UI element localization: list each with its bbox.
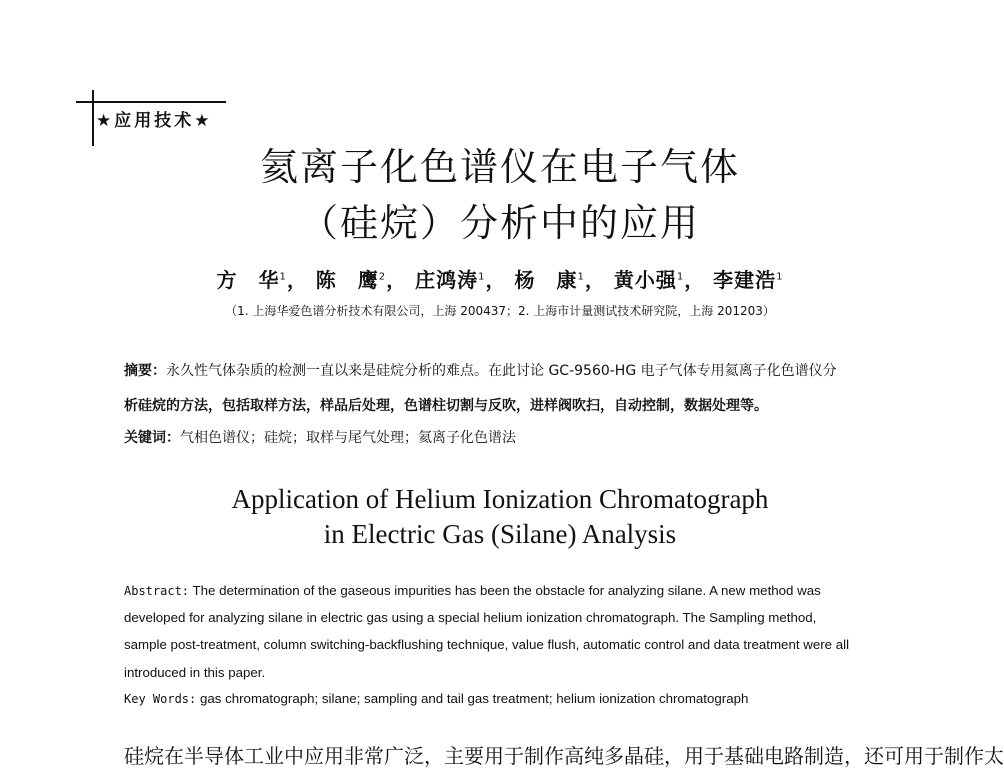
chinese-title-line-2: （硅烷）分析中的应用 bbox=[299, 201, 700, 245]
english-abstract-line-1 bbox=[124, 582, 884, 600]
author-separator: ， bbox=[485, 268, 507, 292]
author bbox=[415, 268, 506, 292]
english-title-line-1: Application of Helium Ionization Chromatograph bbox=[231, 484, 769, 514]
chinese-keywords-label: 关键词： bbox=[124, 430, 180, 446]
english-abstract-line-2: developed for analyzing silane in electric gas using a special helium ionization chromatograph. The Sampling method, bbox=[124, 610, 817, 625]
chinese-abstract-line-1 bbox=[124, 361, 884, 381]
english-abstract-line-4: introduced in this paper. bbox=[124, 665, 266, 680]
english-abstract-label: Abstract: bbox=[124, 584, 190, 598]
author bbox=[614, 268, 705, 292]
author-separator: ， bbox=[684, 268, 706, 292]
author bbox=[316, 268, 407, 292]
author-affil-mark: 1 bbox=[478, 271, 486, 283]
chinese-abstract-text: 永久性气体杂质的检测一直以来是硅烷分析的难点。在此讨论 GC-9560-HG 电子气体专用氦离子化色谱仪分 bbox=[166, 363, 837, 379]
chinese-keywords bbox=[124, 428, 884, 448]
chinese-abstract-line-2: 析硅烷的方法，包括取样方法，样品后处理，色谱柱切割与反吹，进样阀吹扫，自动控制，数据处理等。 bbox=[124, 398, 768, 414]
column-tag-horizontal-rule bbox=[76, 101, 226, 103]
author-name: 庄鸿涛 bbox=[415, 268, 479, 292]
author-name: 杨 康 bbox=[514, 268, 578, 292]
chinese-keywords-text: 气相色谱仪；硅烷；取样与尾气处理；氦离子化色谱法 bbox=[180, 430, 516, 446]
author-name: 黄小强 bbox=[613, 268, 677, 292]
author-separator: ， bbox=[386, 268, 408, 292]
chinese-abstract-label: 摘要： bbox=[124, 363, 166, 379]
english-keywords bbox=[124, 690, 884, 708]
english-keywords-label: Key Words: bbox=[124, 692, 197, 706]
author-affil-mark: 1 bbox=[776, 271, 784, 283]
author-affil-mark: 1 bbox=[279, 271, 287, 283]
author-separator: ， bbox=[286, 268, 308, 292]
author-affil-mark: 2 bbox=[378, 271, 387, 283]
author-name: 陈 鹰 bbox=[315, 268, 379, 292]
author bbox=[713, 268, 783, 292]
author-affil-mark: 1 bbox=[676, 271, 685, 283]
author-list bbox=[0, 264, 1000, 293]
english-title-line-2: in Electric Gas (Silane) Analysis bbox=[323, 519, 677, 549]
author-name: 方 华 bbox=[216, 268, 280, 292]
english-abstract-line-3: sample post-treatment, column switching-backflushing technique, value flush, automatic control and data treatment were all bbox=[124, 637, 850, 652]
column-tag: ★应用技术★ bbox=[96, 111, 213, 131]
body-text-first-line: 硅烷在半导体工业中应用非常广泛，主要用于制作高纯多晶硅，用于基础电路制造，还可用于制作太 bbox=[124, 744, 1004, 768]
chinese-title-line-1: 氦离子化色谱仪在电子气体 bbox=[259, 145, 740, 189]
author-name: 李建浩 bbox=[713, 268, 777, 292]
english-abstract-text: The determination of the gaseous impurities has been the obstacle for analyzing silane. A new method was bbox=[192, 583, 821, 598]
author bbox=[514, 268, 605, 292]
affiliation: （1. 上海华爱色谱分析技术有限公司，上海 200437；2. 上海市计量测试技术研究院，上海 201203） bbox=[225, 304, 775, 318]
author bbox=[216, 268, 307, 292]
english-keywords-text: gas chromatograph; silane; sampling and tail gas treatment; helium ionization chromatograph bbox=[199, 691, 749, 706]
author-affil-mark: 1 bbox=[577, 271, 585, 283]
author-separator: ， bbox=[584, 268, 606, 292]
